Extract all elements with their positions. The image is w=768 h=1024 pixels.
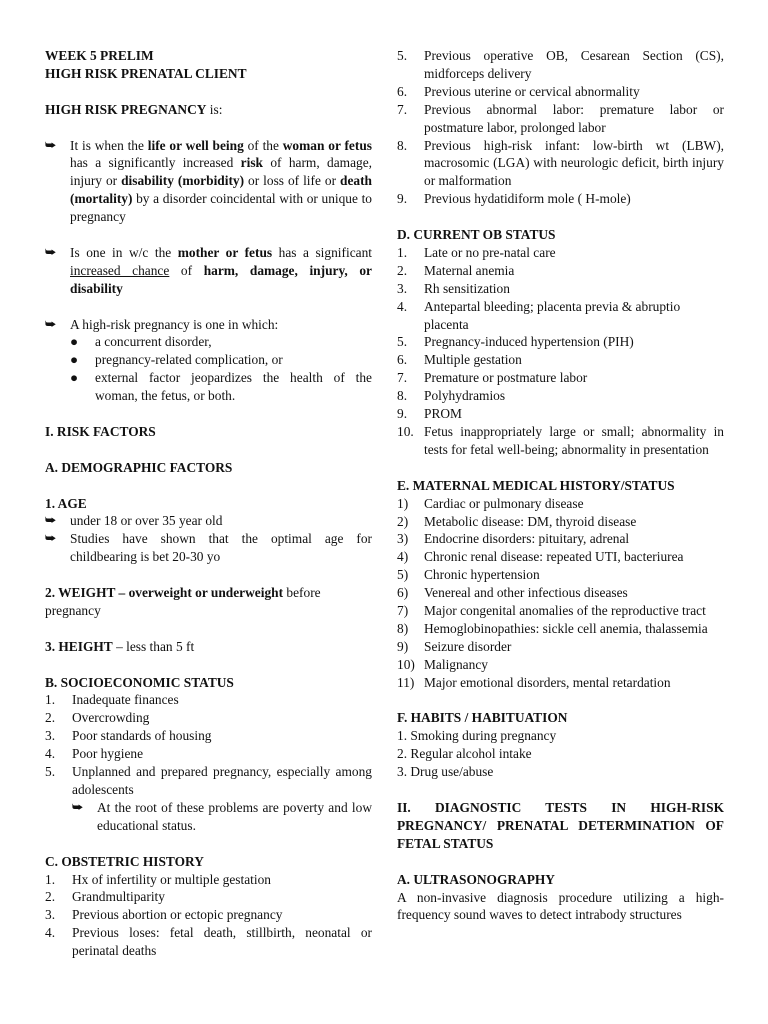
t: mother or fetus bbox=[177, 244, 273, 260]
t: 1) bbox=[397, 495, 409, 511]
t: before pregnancy bbox=[45, 585, 321, 618]
list-item bbox=[397, 674, 724, 692]
list-item bbox=[397, 566, 724, 584]
t: or loss of life or bbox=[244, 173, 341, 189]
t: Premature or postmature labor bbox=[424, 370, 588, 386]
t: 10) bbox=[397, 656, 415, 672]
t: 5) bbox=[397, 567, 409, 583]
list-item bbox=[70, 351, 372, 369]
t: Chronic renal disease: repeated UTI, bacteriurea bbox=[424, 549, 684, 565]
t: Fetus inappropriately large or small; abnormality in tests for fetal well-being; abnormality in presentation bbox=[424, 424, 724, 457]
t: 8. bbox=[397, 388, 408, 404]
list-item: 2. Regular alcohol intake bbox=[397, 746, 532, 762]
ultrasonography-text: A non-invasive diagnosis procedure utilizing a high-frequency sound waves to detect intrabody structures bbox=[397, 889, 724, 923]
t: 1. bbox=[45, 871, 56, 887]
t: Previous loses: fetal death, stillbirth, neonatal or perinatal deaths bbox=[72, 925, 372, 959]
t: has a significant bbox=[272, 244, 372, 260]
arrow-bullet-icon: ⮩ bbox=[45, 531, 57, 546]
definition-3 bbox=[45, 316, 372, 334]
t: 10. bbox=[397, 424, 414, 440]
definition-3-text: A high-risk pregnancy is one in which: bbox=[70, 316, 279, 332]
list-item bbox=[397, 602, 724, 620]
list-item bbox=[45, 745, 372, 763]
bullet-dot-icon: ● bbox=[70, 334, 79, 350]
list-item bbox=[70, 333, 372, 351]
t: Poor standards of housing bbox=[72, 728, 212, 744]
list-item bbox=[397, 333, 724, 351]
t: Endocrine disorders: pituitary, adrenal bbox=[424, 531, 630, 547]
t: PROM bbox=[424, 406, 462, 422]
definition-2 bbox=[45, 244, 372, 298]
list-item bbox=[397, 638, 724, 656]
list-item bbox=[397, 530, 724, 548]
t: 3. bbox=[397, 280, 408, 296]
t: 3. HEIGHT bbox=[45, 638, 113, 654]
t: Polyhydramios bbox=[424, 388, 506, 404]
t: Grandmultiparity bbox=[72, 889, 165, 905]
list-item: 3. Drug use/abuse bbox=[397, 764, 494, 780]
list-item bbox=[397, 423, 724, 459]
demographic-heading: A. DEMOGRAPHIC FACTORS bbox=[45, 459, 233, 475]
t: 6) bbox=[397, 585, 409, 601]
list-item bbox=[397, 369, 724, 387]
t: 4. bbox=[45, 925, 56, 941]
list-item bbox=[397, 190, 724, 208]
t: disability (morbidity) bbox=[121, 173, 245, 189]
t: 11) bbox=[397, 674, 415, 690]
diagnostic-heading: II. DIAGNOSTIC TESTS IN HIGH-RISK PREGNANCY/ PRENATAL DETERMINATION OF FETAL STATUS bbox=[397, 800, 724, 851]
arrow-bullet-icon: ⮩ bbox=[45, 316, 57, 331]
t: death (mortality) bbox=[70, 173, 373, 207]
list-item bbox=[45, 691, 372, 709]
t: Multiple gestation bbox=[424, 352, 522, 368]
t: 4. bbox=[45, 746, 56, 762]
t: external factor jeopardizes the health of the woman, the fetus, or both. bbox=[95, 370, 372, 404]
hrp-is: is: bbox=[206, 101, 223, 117]
t: of bbox=[169, 262, 204, 278]
t: of the bbox=[243, 137, 283, 153]
list-item: 1. Smoking during pregnancy bbox=[397, 728, 557, 744]
t: – less than 5 ft bbox=[112, 638, 195, 654]
risk-factors-heading: I. RISK FACTORS bbox=[45, 423, 156, 439]
t: 7. bbox=[397, 370, 408, 386]
left-column bbox=[45, 47, 372, 960]
t: It is when the bbox=[70, 137, 148, 153]
list-item bbox=[45, 530, 372, 566]
t: Malignancy bbox=[424, 656, 488, 672]
t: 7) bbox=[397, 603, 409, 619]
list-item bbox=[397, 656, 724, 674]
arrow-bullet-icon: ⮩ bbox=[72, 799, 84, 814]
list-item bbox=[45, 906, 372, 924]
t: Studies have shown that the optimal age for childbearing is bet 20-30 yo bbox=[70, 531, 372, 565]
t: Unplanned and prepared pregnancy, especially among adolescents bbox=[72, 764, 372, 797]
t: Previous high-risk infant: low-birth wt (LBW), macrosomic (LGA) with neurologic deficit, birth injury or malformation bbox=[424, 137, 724, 189]
list-item bbox=[45, 888, 372, 906]
list-item bbox=[397, 262, 724, 280]
list-item bbox=[397, 387, 724, 405]
ultrasonography-heading: A. ULTRASONOGRAPHY bbox=[397, 871, 555, 887]
t: 3. bbox=[45, 907, 56, 923]
t: of harm, damage, injury or bbox=[70, 155, 373, 189]
t: Chronic hypertension bbox=[424, 567, 540, 583]
list-item bbox=[45, 709, 372, 727]
t: 8. bbox=[397, 137, 408, 153]
list-item bbox=[397, 513, 724, 531]
t: Hx of infertility or multiple gestation bbox=[72, 871, 271, 887]
t: 4) bbox=[397, 549, 409, 565]
definition-2-text bbox=[70, 244, 372, 298]
arrow-bullet-icon: ⮩ bbox=[45, 244, 57, 259]
t: Cardiac or pulmonary disease bbox=[424, 495, 584, 511]
list-item bbox=[45, 924, 372, 960]
definition-1-text bbox=[70, 137, 372, 227]
socio-heading: B. SOCIOECONOMIC STATUS bbox=[45, 674, 234, 690]
t: Metabolic disease: DM, thyroid disease bbox=[424, 513, 637, 529]
t: Major congenital anomalies of the reproductive tract bbox=[424, 603, 706, 619]
t: 2. bbox=[45, 889, 56, 905]
list-item bbox=[397, 298, 724, 334]
t: 6. bbox=[397, 352, 408, 368]
arrow-bullet-icon: ⮩ bbox=[45, 137, 57, 152]
t: Major emotional disorders, mental retardation bbox=[424, 674, 671, 690]
list-item bbox=[397, 280, 724, 298]
t: 1. bbox=[397, 244, 408, 260]
t: 6. bbox=[397, 83, 408, 99]
doc-title: HIGH RISK PRENATAL CLIENT bbox=[45, 65, 247, 81]
list-item bbox=[397, 405, 724, 423]
list-item bbox=[397, 101, 724, 137]
t: Previous uterine or cervical abnormality bbox=[424, 83, 640, 99]
t: 7. bbox=[397, 101, 408, 117]
maternal-heading: E. MATERNAL MEDICAL HISTORY/STATUS bbox=[397, 477, 675, 493]
list-item bbox=[45, 512, 372, 530]
t: risk bbox=[240, 155, 263, 171]
list-item bbox=[397, 584, 724, 602]
height-line bbox=[45, 638, 372, 656]
t: 2. WEIGHT – overweight or underweight bbox=[45, 585, 284, 601]
obstetric-heading: C. OBSTETRIC HISTORY bbox=[45, 853, 204, 869]
t: Poor hygiene bbox=[72, 746, 144, 762]
t: 2. bbox=[397, 262, 408, 278]
bullet-dot-icon: ● bbox=[70, 370, 79, 386]
t: 4. bbox=[397, 298, 408, 314]
t: 1. bbox=[45, 692, 56, 708]
bullet-dot-icon: ● bbox=[70, 352, 79, 368]
t: 5. bbox=[397, 48, 408, 63]
t: Previous operative OB, Cesarean Section (CS), midforceps delivery bbox=[424, 48, 724, 81]
weight-line bbox=[45, 584, 372, 620]
t: Late or no pre-natal care bbox=[424, 244, 556, 260]
list-item bbox=[72, 799, 372, 835]
t: 8) bbox=[397, 620, 409, 636]
t: Overcrowding bbox=[72, 710, 150, 726]
t: Rh sensitization bbox=[424, 280, 510, 296]
list-item bbox=[397, 495, 724, 513]
t: Pregnancy-induced hypertension (PIH) bbox=[424, 334, 634, 350]
t: by a disorder coincidental with or unique to pregnancy bbox=[70, 191, 372, 225]
t: Antepartal bleeding; placenta previa & abruptio placenta bbox=[424, 298, 681, 332]
t: 3. bbox=[45, 728, 56, 744]
t: woman or fetus bbox=[282, 137, 372, 153]
definition-1 bbox=[45, 137, 372, 227]
t: a concurrent disorder, bbox=[95, 334, 212, 350]
current-ob-heading: D. CURRENT OB STATUS bbox=[397, 227, 556, 243]
list-item bbox=[397, 244, 724, 262]
t: 9. bbox=[397, 406, 408, 422]
t: Venereal and other infectious diseases bbox=[424, 585, 628, 601]
t: 3) bbox=[397, 531, 409, 547]
t: under 18 or over 35 year old bbox=[70, 513, 223, 529]
list-item bbox=[45, 727, 372, 745]
arrow-bullet-icon: ⮩ bbox=[45, 513, 57, 528]
t: increased chance bbox=[70, 262, 170, 278]
t: pregnancy-related complication, or bbox=[95, 352, 283, 368]
list-item bbox=[397, 83, 724, 101]
t: 5. bbox=[45, 764, 56, 780]
list-item bbox=[45, 871, 372, 889]
t: Seizure disorder bbox=[424, 638, 512, 654]
t: Hemoglobinopathies: sickle cell anemia, thalassemia bbox=[424, 620, 708, 636]
list-item bbox=[45, 763, 372, 799]
habits-heading: F. HABITS / HABITUATION bbox=[397, 710, 568, 726]
age-heading: 1. AGE bbox=[45, 495, 87, 511]
t: 9) bbox=[397, 638, 409, 654]
list-item bbox=[397, 137, 724, 191]
week-title: WEEK 5 PRELIM bbox=[45, 48, 154, 63]
t: life or well being bbox=[147, 137, 244, 153]
t: At the root of these problems are poverty and low educational status. bbox=[97, 799, 372, 833]
t: 2. bbox=[45, 710, 56, 726]
t: Previous abortion or ectopic pregnancy bbox=[72, 907, 283, 923]
t: Maternal anemia bbox=[424, 262, 515, 278]
list-item bbox=[397, 548, 724, 566]
right-column bbox=[397, 47, 724, 924]
t: Previous hydatidiform mole ( H-mole) bbox=[424, 191, 631, 207]
hrp-heading-line bbox=[45, 101, 372, 119]
t: 2) bbox=[397, 513, 409, 529]
hrp-heading: HIGH RISK PREGNANCY bbox=[45, 101, 207, 117]
list-item bbox=[397, 47, 724, 83]
list-item bbox=[397, 351, 724, 369]
t: harm, damage, injury, or disability bbox=[70, 262, 372, 296]
list-item bbox=[70, 369, 372, 405]
t: 5. bbox=[397, 334, 408, 350]
t: Is one in w/c the bbox=[70, 244, 178, 260]
list-item bbox=[397, 620, 724, 638]
t: Inadequate finances bbox=[72, 692, 179, 708]
t: Previous abnormal labor: premature labor or postmature labor, prolonged labor bbox=[424, 101, 724, 135]
t: has a significantly increased bbox=[70, 155, 241, 171]
t: 9. bbox=[397, 191, 408, 207]
